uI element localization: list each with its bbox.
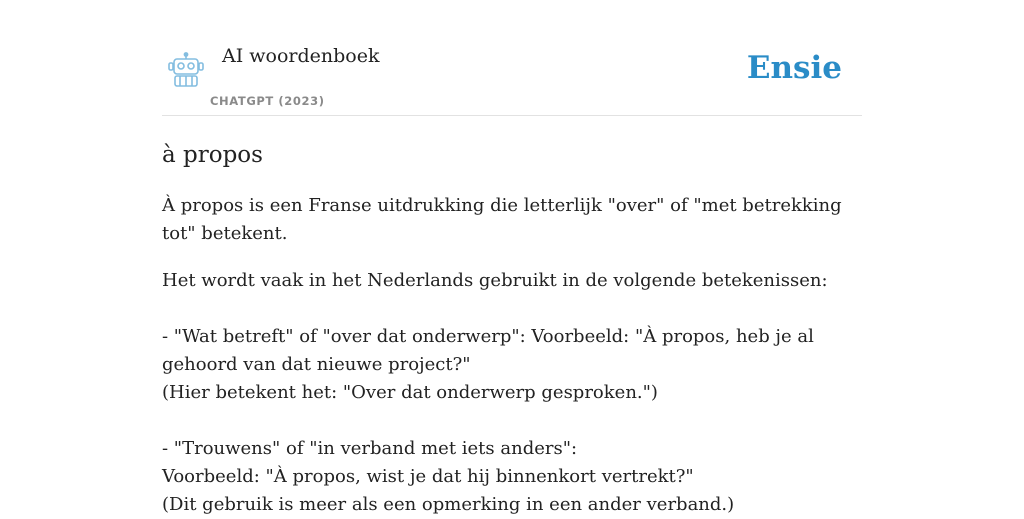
entry-term: à propos [162, 142, 263, 168]
definition-paragraph: À propos is een Franse uitdrukking die letterlijk "over" of "met betrekking tot" betekent. [162, 195, 842, 244]
definition-details: Het wordt vaak in het Nederlands gebruikt in de volgende betekenissen: - "Wat betreft" of "over dat onderwerp": Voorbeeld: "À propos, heb je al gehoord van dat nieuwe project?" (Hier betekent het: "Over dat onderwerp gesproken.") - "Trouwens" of "in verband met iets anders": Voorbeeld: "À propos, wist je dat hij binnenkort vertrekt?" (Dit gebruik is meer als een opmerking in een ander verband.) [162, 270, 828, 515]
source-title[interactable]: AI woordenboek [222, 45, 380, 67]
entry-card [162, 0, 862, 519]
source-subtitle: CHATGPT (2023) [210, 94, 325, 108]
entry-header [162, 0, 862, 116]
robot-icon [166, 52, 206, 88]
brand-logo[interactable]: Ensie [746, 50, 842, 86]
